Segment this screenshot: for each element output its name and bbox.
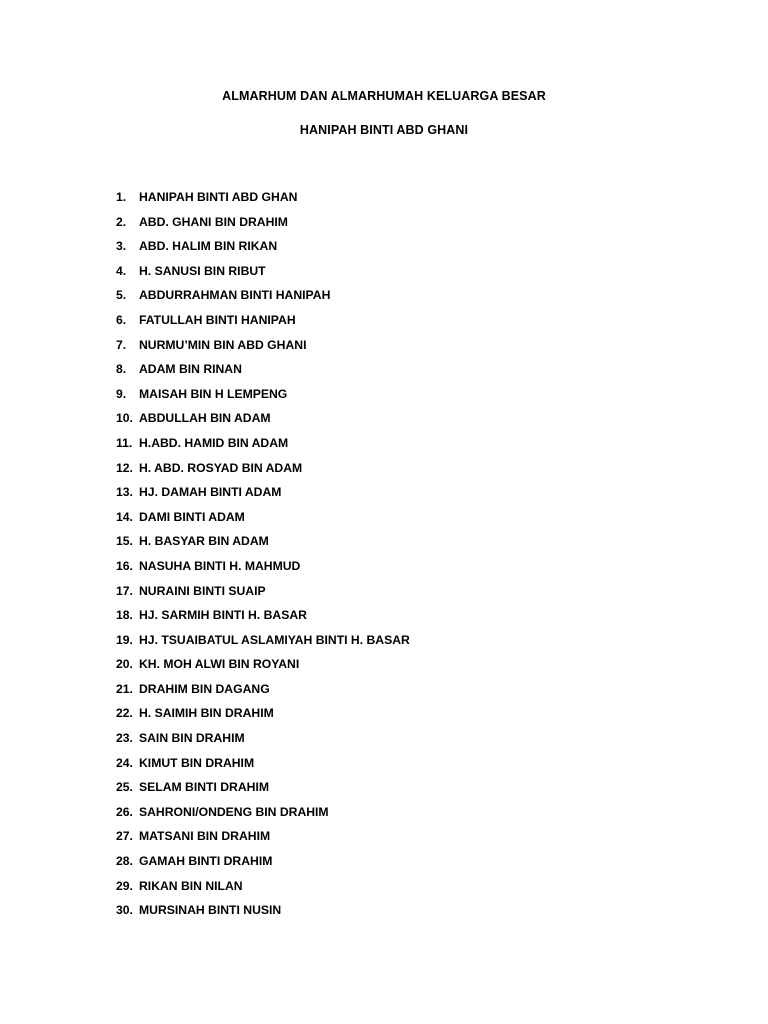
item-number: 24. <box>116 755 133 770</box>
item-name: HJ. SARMIH BINTI H. BASAR <box>139 608 307 623</box>
item-name: ADAM BIN RINAN <box>139 362 242 377</box>
item-number: 4. <box>116 263 127 278</box>
item-name: MAISAH BIN H LEMPENG <box>139 386 288 401</box>
item-name: HANIPAH BINTI ABD GHAN <box>139 190 298 204</box>
item-name: ABD. GHANI BIN DRAHIM <box>139 214 288 229</box>
item-name: FATULLAH BINTI HANIPAH <box>139 312 296 327</box>
item-name: HJ. DAMAH BINTI ADAM <box>139 485 282 500</box>
item-name: KH. MOH ALWI BIN ROYANI <box>139 657 300 672</box>
item-number: 5. <box>116 288 127 303</box>
item-number: 3. <box>116 239 127 254</box>
item-number: 12. <box>116 460 133 475</box>
item-name: SAHRONI/ONDENG BIN DRAHIM <box>139 804 329 819</box>
item-name: NURMU’MIN BIN ABD GHANI <box>139 337 307 352</box>
item-name: H. SANUSI BIN RIBUT <box>139 263 266 278</box>
item-name: KIMUT BIN DRAHIM <box>139 755 255 770</box>
item-name: SELAM BINTI DRAHIM <box>139 780 269 795</box>
item-number: 17. <box>116 583 133 598</box>
item-name: H. ABD. ROSYAD BIN ADAM <box>139 460 303 475</box>
document-title: ALMARHUM DAN ALMARHUMAH KELUARGA BESAR <box>222 89 546 103</box>
item-name: RIKAN BIN NILAN <box>139 878 243 893</box>
item-number: 20. <box>116 657 133 672</box>
item-number: 22. <box>116 706 133 721</box>
item-number: 21. <box>116 681 133 696</box>
item-name: H. BASYAR BIN ADAM <box>139 534 269 549</box>
item-name: ABD. HALIM BIN RIKAN <box>139 239 278 254</box>
item-number: 10. <box>116 411 133 426</box>
item-number: 8. <box>116 362 127 377</box>
item-number: 1. <box>116 190 127 204</box>
item-number: 19. <box>116 632 133 647</box>
item-number: 7. <box>116 337 127 352</box>
item-number: 13. <box>116 485 133 500</box>
item-name: NASUHA BINTI H. MAHMUD <box>139 558 301 573</box>
item-number: 26. <box>116 804 133 819</box>
item-name: H. SAIMIH BIN DRAHIM <box>139 706 274 721</box>
item-number: 29. <box>116 878 133 893</box>
item-number: 25. <box>116 780 133 795</box>
item-number: 6. <box>116 312 127 327</box>
item-name: MURSINAH BINTI NUSIN <box>139 903 282 918</box>
item-name: MATSANI BIN DRAHIM <box>139 829 271 844</box>
item-name: SAIN BIN DRAHIM <box>139 731 245 746</box>
item-number: 9. <box>116 386 127 401</box>
item-number: 18. <box>116 608 133 623</box>
item-name: HJ. TSUAIBATUL ASLAMIYAH BINTI H. BASAR <box>139 632 410 647</box>
item-name: ABDULLAH BIN ADAM <box>139 411 271 426</box>
item-number: 15. <box>116 534 133 549</box>
item-name: DRAHIM BIN DAGANG <box>139 681 270 696</box>
item-number: 14. <box>116 509 133 524</box>
item-number: 28. <box>116 854 133 869</box>
item-number: 30. <box>116 903 133 918</box>
item-number: 16. <box>116 558 133 573</box>
item-name: NURAINI BINTI SUAIP <box>139 583 266 598</box>
item-number: 27. <box>116 829 133 844</box>
document-subtitle: HANIPAH BINTI ABD GHANI <box>299 123 469 137</box>
item-name: DAMI BINTI ADAM <box>139 509 245 524</box>
item-number: 23. <box>116 731 133 746</box>
item-number: 11. <box>116 435 133 450</box>
item-name: H.ABD. HAMID BIN ADAM <box>139 435 289 450</box>
item-name: GAMAH BINTI DRAHIM <box>139 854 273 869</box>
item-number: 2. <box>116 214 127 229</box>
item-name: ABDURRAHMAN BINTI HANIPAH <box>139 288 331 303</box>
